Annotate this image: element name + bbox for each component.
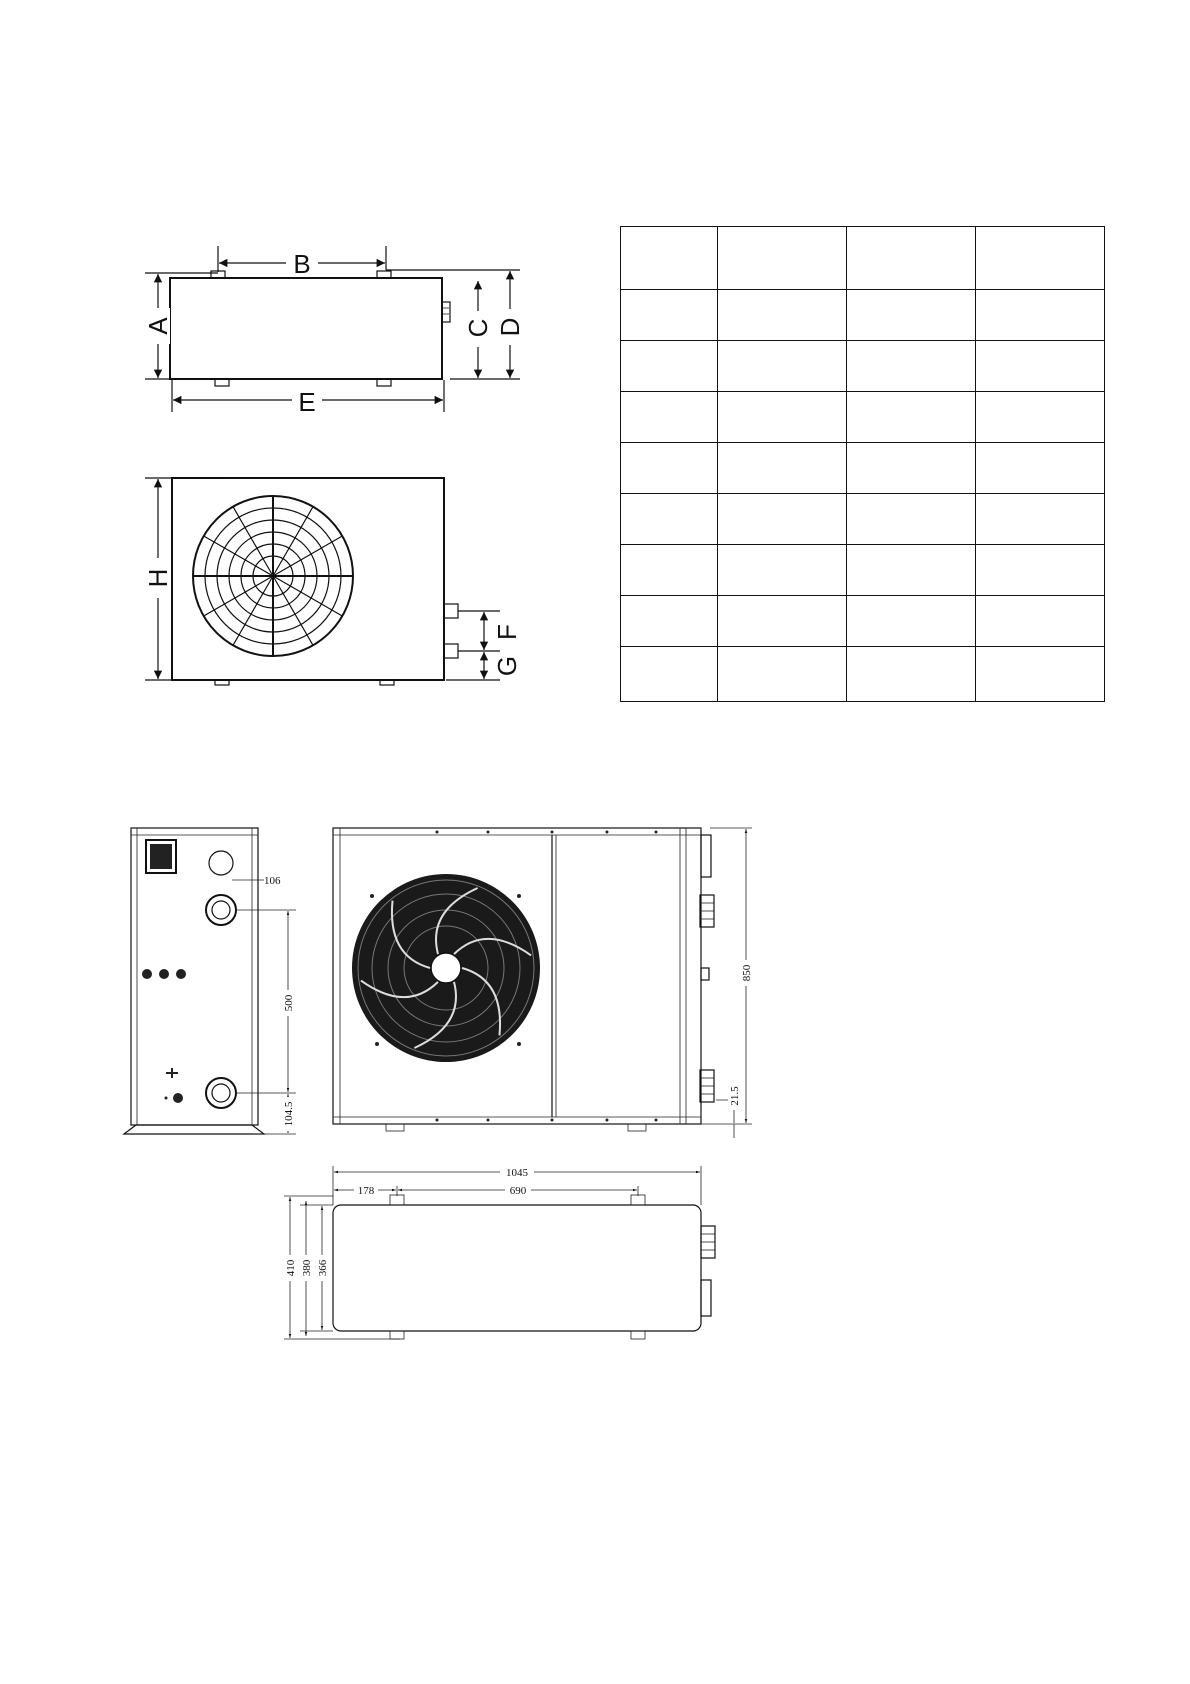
table-cell — [718, 443, 847, 494]
water-outlet-fitting — [206, 895, 236, 925]
dimension-spec-table — [620, 226, 1105, 702]
dim-21-5: 21.5 — [729, 1086, 741, 1106]
table-cell — [847, 443, 976, 494]
water-inlet-fitting — [206, 1078, 236, 1108]
fan-guard-icon — [193, 496, 353, 656]
dim-380: 380 — [301, 1259, 313, 1277]
table-cell — [621, 596, 718, 647]
label-b: B — [293, 249, 311, 279]
dim-850: 850 — [741, 964, 753, 982]
table-cell — [621, 290, 718, 341]
water-outlet — [444, 644, 458, 658]
dim-500: 500 — [283, 994, 295, 1012]
top-view-cabinet — [333, 1205, 701, 1331]
table-cell — [847, 227, 976, 290]
table-cell — [976, 227, 1105, 290]
dim-104-5: 104.5 — [283, 1101, 295, 1127]
table-cell — [718, 341, 847, 392]
label-d: D — [495, 317, 525, 337]
table-cell — [621, 341, 718, 392]
fan-icon — [352, 874, 540, 1062]
table-cell — [718, 647, 847, 702]
label-c: C — [463, 318, 493, 338]
table-cell — [718, 545, 847, 596]
label-f: F — [492, 624, 522, 640]
schematic-front-view — [143, 478, 522, 685]
label-g: G — [492, 655, 522, 677]
table-cell — [847, 392, 976, 443]
side-view-drawing — [124, 828, 296, 1134]
table-cell — [718, 494, 847, 545]
table-cell — [718, 290, 847, 341]
top-view-drawing — [284, 1164, 715, 1339]
table-cell — [976, 647, 1105, 702]
table-cell — [976, 392, 1105, 443]
table-cell — [621, 647, 718, 702]
table-cell — [621, 545, 718, 596]
table-row — [621, 545, 1105, 596]
foot — [377, 271, 391, 278]
table-row — [621, 341, 1105, 392]
table-cell — [621, 443, 718, 494]
foot — [211, 271, 225, 278]
table-row — [621, 494, 1105, 545]
dim-690: 690 — [509, 1185, 527, 1197]
table-cell — [847, 647, 976, 702]
dim-366: 366 — [317, 1259, 329, 1277]
dim-410: 410 — [285, 1259, 297, 1277]
foot — [377, 379, 391, 386]
table-cell — [718, 392, 847, 443]
table-row — [621, 596, 1105, 647]
table-cell — [847, 545, 976, 596]
top-view-body — [170, 278, 442, 379]
dim-178: 178 — [357, 1185, 375, 1197]
table-cell — [976, 443, 1105, 494]
water-inlet — [444, 604, 458, 618]
table-cell — [847, 341, 976, 392]
dim-106: 106 — [264, 875, 281, 887]
table-row — [621, 443, 1105, 494]
table-cell — [621, 494, 718, 545]
front-view-body — [172, 478, 444, 680]
table-cell — [621, 227, 718, 290]
foot — [215, 379, 229, 386]
water-connector — [442, 302, 450, 322]
table-cell — [847, 494, 976, 545]
table-cell — [718, 227, 847, 290]
table-cell — [976, 596, 1105, 647]
table-cell — [621, 392, 718, 443]
table-cell — [976, 545, 1105, 596]
label-a: A — [143, 317, 173, 335]
table-cell — [976, 341, 1105, 392]
table-cell — [847, 290, 976, 341]
table-row — [621, 227, 1105, 290]
pressure-gauge-icon — [209, 851, 233, 875]
table-row — [621, 392, 1105, 443]
table-row — [621, 647, 1105, 702]
table-cell — [847, 596, 976, 647]
schematic-top-view — [143, 246, 525, 417]
table-cell — [718, 596, 847, 647]
front-view-drawing — [333, 828, 753, 1138]
label-h: H — [143, 568, 173, 588]
label-e: E — [298, 387, 316, 417]
table-row — [621, 290, 1105, 341]
table-cell — [976, 290, 1105, 341]
dim-1045: 1045 — [506, 1167, 528, 1179]
table-cell — [976, 494, 1105, 545]
